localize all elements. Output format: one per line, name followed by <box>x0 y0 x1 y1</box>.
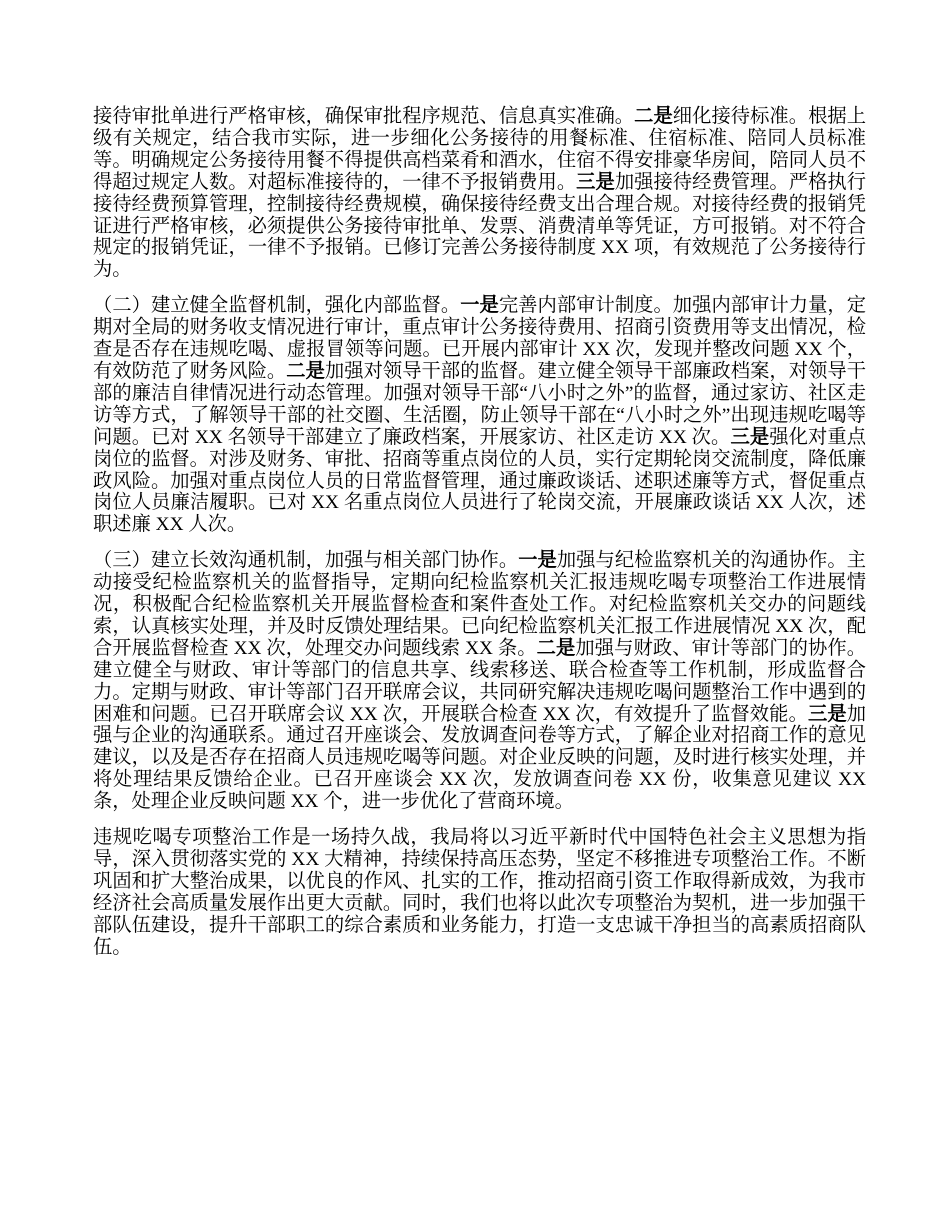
bold-text-run: 二是 <box>286 360 325 382</box>
text-run: 强化对重点岗位的监督。对涉及财务、审批、招商等重点岗位的人员，实行定期轮岗交流制度，降低廉政风险。加强对重点岗位人员的日常监督管理，通过廉政谈话、述职述廉等方式，督促重点岗位人员廉洁履职。已对 XX 名重点岗位人员进行了轮岗交流，开展廉政谈话 XX 人次，述职述廉 XX 人次。 <box>93 426 867 536</box>
bold-text-run: 一是 <box>460 295 499 317</box>
text-run: （三）建立长效沟通机制，加强与相关部门协作。 <box>93 550 519 572</box>
text-run: 加强与纪检监察机关的沟通协作。主动接受纪检监察机关的监督指导，定期向纪检监察机关汇报违规吃喝专项整治工作进展情况，积极配合纪检监察机关开展监督检查和案件查处工作。对纪检监察机关交办的问题线索，认真核实处理，并及时反馈处理结果。已向纪检监察机关汇报工作进展情况 XX 次，配合开展监督检查 XX 次，处理交办问题线索 XX 条。 <box>93 550 867 659</box>
text-run: 违规吃喝专项整治工作是一场持久战，我局将以习近平新时代中国特色社会主义思想为指导，深入贯彻落实党的 XX 大精神，持续保持高压态势，坚定不移推进专项整治工作。不断巩固和扩大整治成果，以优良的作风、扎实的工作，推动招商引资工作取得新成效，为我市经济社会高质量发展作出更大贡献。同时，我们也将以此次专项整治为契机，进一步加强干部队伍建设，提升干部职工的综合素质和业务能力，打造一支忠诚干净担当的高素质招商队伍。 <box>93 827 866 958</box>
bold-text-run: 三是 <box>807 703 847 725</box>
paragraph-reception-standards <box>93 106 866 281</box>
bold-text-run: 二是 <box>634 106 673 127</box>
text-run: （二）建立健全监督机制，强化内部监督。 <box>93 295 461 317</box>
text-run: 接待审批单进行严格审核，确保审批程序规范、信息真实准确。 <box>93 106 635 127</box>
paragraph-supervision-mechanism <box>93 295 866 536</box>
text-run: 完善内部审计制度。加强内部审计力量，定期对全局的财务收支情况进行审计，重点审计公务接待费用、招商引资费用等支出情况，检查是否存在违规吃喝、虚报冒领等问题。已开展内部审计 XX 次，发现并整改问题 XX 个，有效防范了财务风险。 <box>93 295 867 382</box>
bold-text-run: 三是 <box>730 426 770 448</box>
text-run: 加强与企业的沟通联系。通过召开座谈会、发放调查问卷等方式，了解企业对招商工作的意见建议，以及是否存在招商人员违规吃喝等问题。对企业反映的问题，及时进行核实处理，并将处理结果反馈给企业。已召开座谈会 XX 次，发放调查问卷 XX 份，收集意见建议 XX 条，处理企业反映问题 XX 个，进一步优化了营商环境。 <box>93 703 866 813</box>
bold-text-run: 二是 <box>536 637 576 659</box>
document-body <box>93 106 866 959</box>
text-run: 加强与财政、审计等部门的协作。建立健全与财政、审计等部门的信息共享、线索移送、联合检查等工作机制，形成监督合力。定期与财政、审计等部门召开联席会议，共同研究解决违规吃喝问题整治工作中遇到的困难和问题。已召开联席会议 XX 次，开展联合检查 XX 次，有效提升了监督效能。 <box>93 637 867 725</box>
paragraph-conclusion <box>93 827 866 958</box>
paragraph-communication-mechanism <box>93 550 866 813</box>
bold-text-run: 三是 <box>576 171 615 193</box>
text-run: 加强接待经费管理。严格执行接待经费预算管理，控制接待经费规模，确保接待经费支出合理合规。对接待经费的报销凭证进行严格审核，必须提供公务接待审批单、发票、消费清单等凭证，方可报销。对不符合规定的报销凭证，一律不予报销。已修订完善公务接待制度 XX 项，有效规范了公务接待行为。 <box>93 171 867 281</box>
text-run: 加强对领导干部的监督。建立健全领导干部廉政档案，对领导干部的廉洁自律情况进行动态管理。加强对领导干部“八小时之外”的监督，通过家访、社区走访等方式，了解领导干部的社交圈、生活圈，防止领导干部在“八小时之外”出现违规吃喝等问题。已对 XX 名领导干部建立了廉政档案，开展家访、社区走访 XX 次。 <box>93 360 867 448</box>
text-run: 细化接待标准。根据上级有关规定，结合我市实际，进一步细化公务接待的用餐标准、住宿标准、陪同人员标准等。明确规定公务接待用餐不得提供高档菜肴和酒水，住宿不得安排豪华房间，陪同人员不得超过规定人数。对超标准接待的，一律不予报销费用。 <box>93 106 867 193</box>
bold-text-run: 一是 <box>518 550 557 572</box>
